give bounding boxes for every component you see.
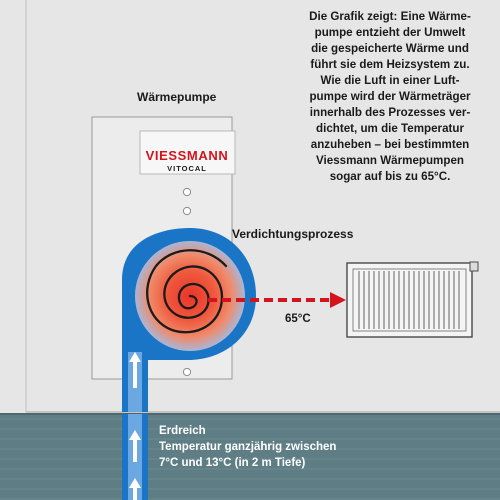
brand-logo: VIESSMANN [145,148,229,163]
description-line: sogar auf bis zu 65°C. [329,170,451,183]
indicator-dot-2 [183,207,190,214]
description-line: pumpe entzieht der Umwelt [314,26,466,39]
ground-title: Erdreich [159,425,206,437]
heat-flow-arrow-head [330,292,346,308]
description-line: führt sie dem Heizsystem zu. [310,58,470,71]
compression-label: Verdichtungsprozess [232,227,354,241]
ground-depth-line: 7°C und 13°C (in 2 m Tiefe) [159,457,306,469]
description-line: anzuheben – bei bestimmten [310,138,470,151]
indicator-dot-3 [183,368,190,375]
model-logo: VITOCAL [167,164,207,173]
up-arrow-2-shaft [133,440,137,462]
up-arrow-1-shaft [133,362,137,388]
description-line: Die Grafik zeigt: Eine Wärme- [309,10,471,23]
heat-pump-label: Wärmepumpe [137,90,217,104]
ground-info [159,423,336,471]
up-arrow-3-shaft [133,488,137,500]
indicator-dot-1 [183,188,190,195]
description-line: innerhalb des Prozesses ver- [309,106,471,119]
description-line: dichtet, um die Temperatur [316,122,464,135]
description-line: die gespeicherte Wärme und [311,42,469,55]
output-temperature-label: 65°C [285,313,311,325]
description-line: pumpe wird der Wärmeträger [309,90,471,103]
ground-temperature-line: Temperatur ganzjährig zwischen [159,441,337,453]
description-text [286,9,494,185]
description-line: Viessmann Wärmepumpen [316,154,464,167]
radiator [347,262,478,337]
description-line: Wie die Luft in einer Luft- [320,74,460,87]
